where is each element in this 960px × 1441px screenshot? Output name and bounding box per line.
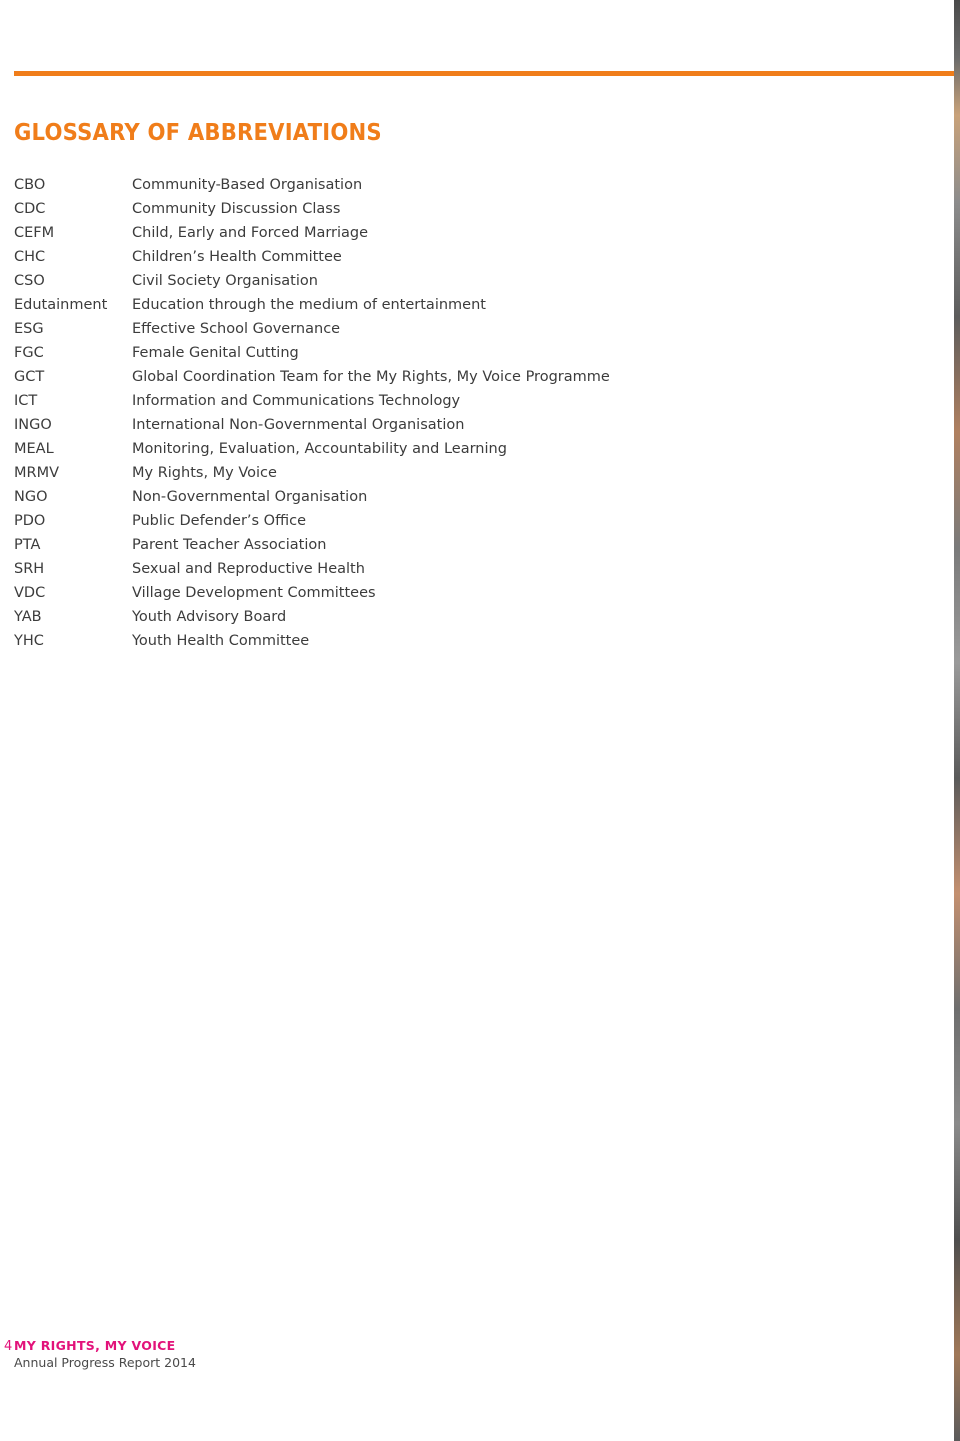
glossary-definition: Education through the medium of entertainment	[132, 297, 486, 313]
glossary-abbreviation: PTA	[14, 537, 41, 553]
glossary-definition: Parent Teacher Association	[132, 537, 327, 553]
glossary-entry	[14, 365, 610, 389]
glossary-entry	[14, 269, 610, 293]
glossary-abbreviation: MRMV	[14, 465, 60, 481]
page-number: 4	[4, 1339, 13, 1354]
glossary-definition: Village Development Committees	[132, 585, 376, 601]
glossary-definition: Children’s Health Committee	[132, 249, 342, 265]
glossary-abbreviation: ICT	[14, 393, 38, 409]
glossary-abbreviation: VDC	[14, 585, 46, 601]
glossary-abbreviation: CEFM	[14, 225, 55, 241]
glossary-definition: Female Genital Cutting	[132, 345, 299, 361]
glossary-entry	[14, 293, 610, 317]
glossary-entry	[14, 605, 610, 629]
glossary-entry	[14, 509, 610, 533]
glossary-abbreviation: Edutainment	[14, 297, 108, 313]
glossary-abbreviation: CSO	[14, 273, 45, 289]
glossary-entry	[14, 317, 610, 341]
glossary-entry	[14, 413, 610, 437]
glossary-abbreviation: ESG	[14, 321, 44, 337]
glossary-abbreviation: YHC	[14, 633, 44, 649]
glossary-definition: International Non-Governmental Organisation	[132, 417, 465, 433]
programme-name: MY RIGHTS, MY VOICE	[14, 1338, 176, 1353]
glossary-abbreviation: FGC	[14, 345, 44, 361]
glossary-entry	[14, 581, 610, 605]
glossary-abbreviation: CHC	[14, 249, 46, 265]
glossary-abbreviation: INGO	[14, 417, 52, 433]
glossary-definition: My Rights, My Voice	[132, 465, 277, 481]
glossary-definition: Global Coordination Team for the My Rights, My Voice Programme	[132, 369, 610, 385]
glossary-entry	[14, 485, 610, 509]
glossary-abbreviation: CBO	[14, 177, 46, 193]
glossary-definition: Youth Advisory Board	[132, 609, 287, 625]
glossary-definition: Child, Early and Forced Marriage	[132, 225, 369, 241]
glossary-entry	[14, 389, 610, 413]
top-divider	[14, 71, 954, 76]
glossary-entry	[14, 557, 610, 581]
glossary-definition: Community-Based Organisation	[132, 177, 363, 193]
glossary-abbreviation: PDO	[14, 513, 46, 529]
glossary-list	[14, 173, 610, 653]
glossary-definition: Information and Communications Technology	[132, 393, 461, 409]
glossary-definition: Youth Health Committee	[132, 633, 310, 649]
glossary-entry	[14, 197, 610, 221]
glossary-abbreviation: NGO	[14, 489, 48, 505]
page-title: GLOSSARY OF ABBREVIATIONS	[14, 120, 382, 146]
glossary-abbreviation: YAB	[14, 609, 42, 625]
glossary-definition: Community Discussion Class	[132, 201, 341, 217]
glossary-definition: Public Defender’s Office	[132, 513, 307, 529]
glossary-entry	[14, 341, 610, 365]
glossary-entry	[14, 461, 610, 485]
page-footer	[4, 1338, 196, 1371]
glossary-abbreviation: SRH	[14, 561, 45, 577]
glossary-entry	[14, 245, 610, 269]
glossary-entry	[14, 221, 610, 245]
glossary-definition: Sexual and Reproductive Health	[132, 561, 365, 577]
glossary-abbreviation: GCT	[14, 369, 45, 385]
glossary-entry	[14, 533, 610, 557]
glossary-abbreviation: MEAL	[14, 441, 54, 457]
glossary-entry	[14, 173, 610, 197]
glossary-entry	[14, 629, 610, 653]
glossary-entry	[14, 437, 610, 461]
report-title: Annual Progress Report 2014	[14, 1355, 196, 1370]
glossary-definition: Non-Governmental Organisation	[132, 489, 368, 505]
glossary-definition: Effective School Governance	[132, 321, 341, 337]
edge-photo-strip	[954, 0, 960, 1441]
glossary-definition: Civil Society Organisation	[132, 273, 318, 289]
glossary-abbreviation: CDC	[14, 201, 46, 217]
glossary-definition: Monitoring, Evaluation, Accountability and Learning	[132, 441, 507, 457]
